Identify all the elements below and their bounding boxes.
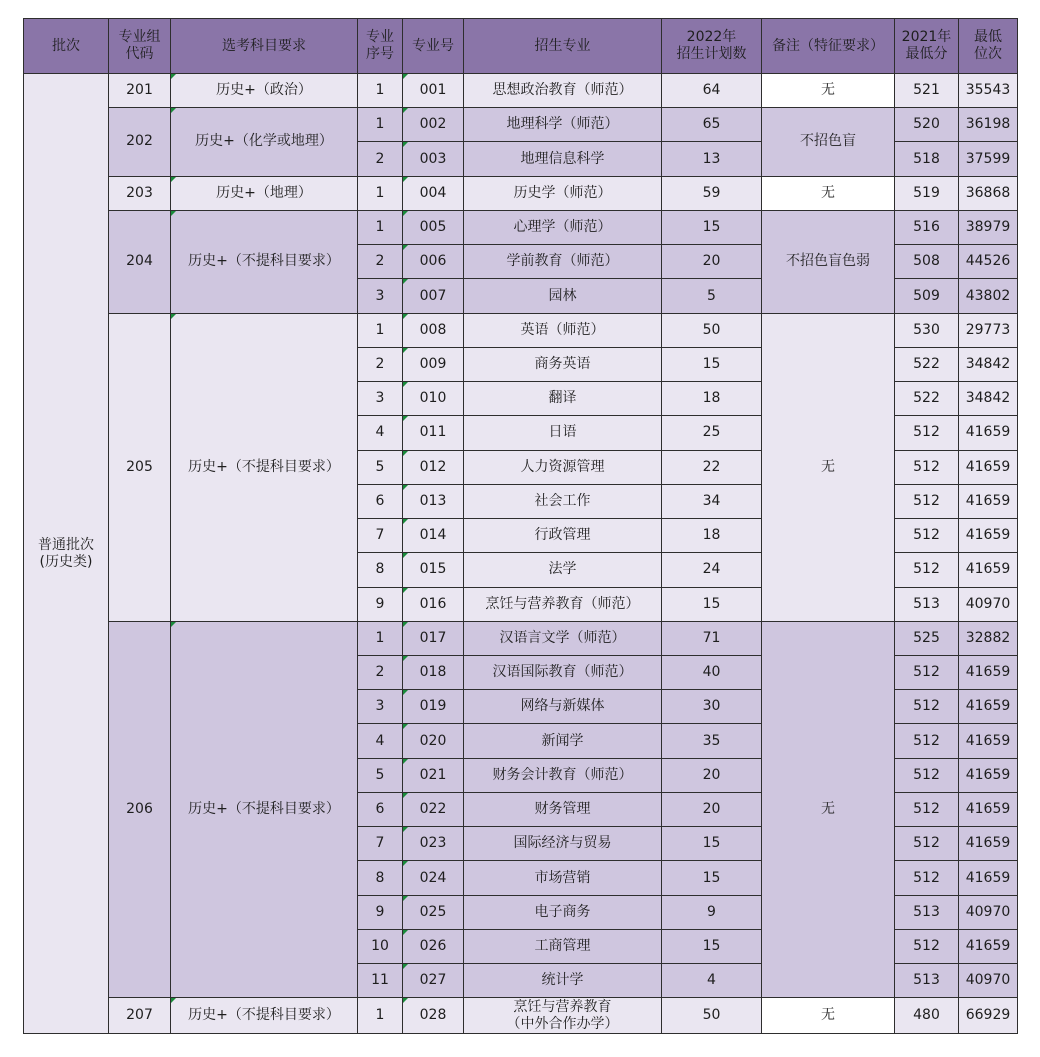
major-sequence-cell: 9 xyxy=(358,587,403,621)
major-name-cell: 财务会计教育（师范） xyxy=(464,758,662,792)
major-number-cell: 022 xyxy=(403,792,464,826)
min-score-cell: 512 xyxy=(895,655,959,689)
major-name-cell: 人力资源管理 xyxy=(464,450,662,484)
header-row xyxy=(24,19,1018,74)
min-rank-cell: 29773 xyxy=(959,313,1018,347)
min-score-cell: 512 xyxy=(895,553,959,587)
subject-requirement-cell: 历史+（不提科目要求） xyxy=(171,621,358,998)
major-sequence-cell: 8 xyxy=(358,861,403,895)
table-row xyxy=(24,108,1018,142)
major-number-cell: 012 xyxy=(403,450,464,484)
min-rank-cell: 44526 xyxy=(959,245,1018,279)
min-rank-cell: 36868 xyxy=(959,176,1018,210)
major-sequence-cell: 1 xyxy=(358,621,403,655)
major-sequence-cell: 1 xyxy=(358,176,403,210)
min-rank-cell: 66929 xyxy=(959,998,1018,1034)
major-number-cell: 008 xyxy=(403,313,464,347)
major-name-cell: 烹饪与营养教育 （中外合作办学） xyxy=(464,998,662,1034)
major-number-cell: 023 xyxy=(403,827,464,861)
enrollment-plan-cell: 40 xyxy=(662,655,762,689)
major-number-cell: 009 xyxy=(403,347,464,381)
enrollment-plan-cell: 15 xyxy=(662,861,762,895)
subject-requirement-cell: 历史+（政治） xyxy=(171,74,358,108)
major-name-cell: 思想政治教育（师范） xyxy=(464,74,662,108)
major-name-cell: 烹饪与营养教育（师范） xyxy=(464,587,662,621)
min-score-cell: 512 xyxy=(895,450,959,484)
major-name-cell: 电子商务 xyxy=(464,895,662,929)
enrollment-plan-cell: 9 xyxy=(662,895,762,929)
min-score-cell: 519 xyxy=(895,176,959,210)
enrollment-plan-cell: 50 xyxy=(662,998,762,1034)
enrollment-plan-cell: 15 xyxy=(662,347,762,381)
min-rank-cell: 41659 xyxy=(959,416,1018,450)
note-cell: 无 xyxy=(762,176,895,210)
min-rank-cell: 41659 xyxy=(959,655,1018,689)
major-sequence-cell: 3 xyxy=(358,690,403,724)
major-name-cell: 汉语言文学（师范） xyxy=(464,621,662,655)
min-rank-cell: 41659 xyxy=(959,553,1018,587)
major-name-cell: 新闻学 xyxy=(464,724,662,758)
min-score-cell: 512 xyxy=(895,484,959,518)
major-sequence-cell: 10 xyxy=(358,929,403,963)
enrollment-plan-cell: 59 xyxy=(662,176,762,210)
major-number-cell: 018 xyxy=(403,655,464,689)
major-name-cell: 统计学 xyxy=(464,964,662,998)
min-rank-cell: 41659 xyxy=(959,792,1018,826)
major-sequence-cell: 3 xyxy=(358,279,403,313)
enrollment-plan-cell: 15 xyxy=(662,929,762,963)
min-score-cell: 525 xyxy=(895,621,959,655)
major-name-cell: 学前教育（师范） xyxy=(464,245,662,279)
major-sequence-cell: 11 xyxy=(358,964,403,998)
enrollment-plan-cell: 13 xyxy=(662,142,762,176)
subject-requirement-cell: 历史+（不提科目要求） xyxy=(171,313,358,621)
major-number-cell: 024 xyxy=(403,861,464,895)
min-score-cell: 522 xyxy=(895,347,959,381)
min-score-cell: 512 xyxy=(895,929,959,963)
enrollment-plan-cell: 50 xyxy=(662,313,762,347)
min-score-cell: 480 xyxy=(895,998,959,1034)
major-sequence-cell: 9 xyxy=(358,895,403,929)
major-number-cell: 011 xyxy=(403,416,464,450)
note-cell: 不招色盲色弱 xyxy=(762,210,895,313)
min-score-cell: 513 xyxy=(895,895,959,929)
table-row xyxy=(24,621,1018,655)
min-score-cell: 509 xyxy=(895,279,959,313)
major-number-cell: 014 xyxy=(403,519,464,553)
min-rank-cell: 40970 xyxy=(959,964,1018,998)
major-name-cell: 网络与新媒体 xyxy=(464,690,662,724)
min-rank-cell: 41659 xyxy=(959,758,1018,792)
table-row xyxy=(24,210,1018,244)
major-number-cell: 015 xyxy=(403,553,464,587)
enrollment-plan-cell: 30 xyxy=(662,690,762,724)
major-sequence-cell: 1 xyxy=(358,108,403,142)
enrollment-plan-cell: 24 xyxy=(662,553,762,587)
major-name-cell: 市场营销 xyxy=(464,861,662,895)
batch-cell: 普通批次 (历史类) xyxy=(24,74,109,1034)
min-score-cell: 513 xyxy=(895,587,959,621)
subject-requirement-cell: 历史+（地理） xyxy=(171,176,358,210)
min-rank-cell: 34842 xyxy=(959,382,1018,416)
min-rank-cell: 40970 xyxy=(959,587,1018,621)
major-number-cell: 027 xyxy=(403,964,464,998)
min-score-cell: 522 xyxy=(895,382,959,416)
major-number-cell: 025 xyxy=(403,895,464,929)
group-code-cell: 202 xyxy=(109,108,171,176)
note-cell: 无 xyxy=(762,313,895,621)
min-rank-cell: 34842 xyxy=(959,347,1018,381)
major-sequence-cell: 8 xyxy=(358,553,403,587)
min-rank-cell: 40970 xyxy=(959,895,1018,929)
major-sequence-cell: 2 xyxy=(358,655,403,689)
group-code-cell: 207 xyxy=(109,998,171,1034)
major-sequence-cell: 5 xyxy=(358,758,403,792)
enrollment-plan-cell: 4 xyxy=(662,964,762,998)
enrollment-plan-cell: 25 xyxy=(662,416,762,450)
major-name-cell: 英语（师范） xyxy=(464,313,662,347)
major-sequence-cell: 1 xyxy=(358,74,403,108)
min-score-cell: 512 xyxy=(895,690,959,724)
header-major-number: 专业号 xyxy=(403,19,464,74)
enrollment-plan-cell: 65 xyxy=(662,108,762,142)
major-name-cell: 心理学（师范） xyxy=(464,210,662,244)
major-name-cell: 汉语国际教育（师范） xyxy=(464,655,662,689)
group-code-cell: 205 xyxy=(109,313,171,621)
major-number-cell: 028 xyxy=(403,998,464,1034)
table-row xyxy=(24,74,1018,108)
major-sequence-cell: 7 xyxy=(358,827,403,861)
min-rank-cell: 32882 xyxy=(959,621,1018,655)
header-min-rank: 最低 位次 xyxy=(959,19,1018,74)
subject-requirement-cell: 历史+（化学或地理） xyxy=(171,108,358,176)
min-score-cell: 508 xyxy=(895,245,959,279)
table-body xyxy=(24,74,1018,1034)
enrollment-plan-cell: 20 xyxy=(662,245,762,279)
min-rank-cell: 41659 xyxy=(959,827,1018,861)
enrollment-plan-cell: 15 xyxy=(662,210,762,244)
major-sequence-cell: 2 xyxy=(358,245,403,279)
enrollment-plan-cell: 20 xyxy=(662,792,762,826)
group-code-cell: 206 xyxy=(109,621,171,998)
major-name-cell: 工商管理 xyxy=(464,929,662,963)
min-rank-cell: 37599 xyxy=(959,142,1018,176)
major-name-cell: 商务英语 xyxy=(464,347,662,381)
major-number-cell: 006 xyxy=(403,245,464,279)
major-number-cell: 013 xyxy=(403,484,464,518)
min-rank-cell: 41659 xyxy=(959,690,1018,724)
min-rank-cell: 41659 xyxy=(959,861,1018,895)
header-min-score: 2021年 最低分 xyxy=(895,19,959,74)
major-number-cell: 010 xyxy=(403,382,464,416)
enrollment-plan-cell: 34 xyxy=(662,484,762,518)
group-code-cell: 203 xyxy=(109,176,171,210)
header-batch: 批次 xyxy=(24,19,109,74)
header-major-sequence: 专业 序号 xyxy=(358,19,403,74)
major-name-cell: 社会工作 xyxy=(464,484,662,518)
header-subject-requirement: 选考科目要求 xyxy=(171,19,358,74)
major-sequence-cell: 7 xyxy=(358,519,403,553)
min-rank-cell: 41659 xyxy=(959,484,1018,518)
header-major-name: 招生专业 xyxy=(464,19,662,74)
major-sequence-cell: 4 xyxy=(358,724,403,758)
enrollment-plan-cell: 15 xyxy=(662,827,762,861)
min-rank-cell: 36198 xyxy=(959,108,1018,142)
major-number-cell: 004 xyxy=(403,176,464,210)
admission-table xyxy=(23,18,1018,1034)
note-cell: 无 xyxy=(762,621,895,998)
major-sequence-cell: 3 xyxy=(358,382,403,416)
group-code-cell: 204 xyxy=(109,210,171,313)
major-number-cell: 016 xyxy=(403,587,464,621)
major-name-cell: 园林 xyxy=(464,279,662,313)
min-score-cell: 512 xyxy=(895,792,959,826)
major-sequence-cell: 6 xyxy=(358,792,403,826)
enrollment-plan-cell: 18 xyxy=(662,382,762,416)
min-score-cell: 516 xyxy=(895,210,959,244)
major-name-cell: 财务管理 xyxy=(464,792,662,826)
header-note: 备注（特征要求） xyxy=(762,19,895,74)
min-score-cell: 512 xyxy=(895,758,959,792)
major-sequence-cell: 5 xyxy=(358,450,403,484)
enrollment-plan-cell: 18 xyxy=(662,519,762,553)
major-sequence-cell: 2 xyxy=(358,142,403,176)
min-rank-cell: 38979 xyxy=(959,210,1018,244)
enrollment-plan-cell: 35 xyxy=(662,724,762,758)
major-number-cell: 020 xyxy=(403,724,464,758)
note-cell: 不招色盲 xyxy=(762,108,895,176)
min-rank-cell: 43802 xyxy=(959,279,1018,313)
major-number-cell: 003 xyxy=(403,142,464,176)
major-number-cell: 001 xyxy=(403,74,464,108)
major-sequence-cell: 4 xyxy=(358,416,403,450)
note-cell: 无 xyxy=(762,998,895,1034)
subject-requirement-cell: 历史+（不提科目要求） xyxy=(171,210,358,313)
enrollment-plan-cell: 15 xyxy=(662,587,762,621)
min-score-cell: 512 xyxy=(895,416,959,450)
major-name-cell: 地理科学（师范） xyxy=(464,108,662,142)
major-name-cell: 地理信息科学 xyxy=(464,142,662,176)
min-score-cell: 513 xyxy=(895,964,959,998)
enrollment-plan-cell: 20 xyxy=(662,758,762,792)
major-name-cell: 翻译 xyxy=(464,382,662,416)
enrollment-plan-cell: 64 xyxy=(662,74,762,108)
major-name-cell: 法学 xyxy=(464,553,662,587)
note-cell: 无 xyxy=(762,74,895,108)
header-enrollment-plan: 2022年 招生计划数 xyxy=(662,19,762,74)
min-rank-cell: 35543 xyxy=(959,74,1018,108)
enrollment-plan-cell: 5 xyxy=(662,279,762,313)
major-number-cell: 017 xyxy=(403,621,464,655)
major-sequence-cell: 1 xyxy=(358,313,403,347)
table-row xyxy=(24,176,1018,210)
major-sequence-cell: 2 xyxy=(358,347,403,381)
major-name-cell: 历史学（师范） xyxy=(464,176,662,210)
major-number-cell: 019 xyxy=(403,690,464,724)
major-sequence-cell: 1 xyxy=(358,210,403,244)
table-row xyxy=(24,313,1018,347)
major-number-cell: 026 xyxy=(403,929,464,963)
min-score-cell: 512 xyxy=(895,827,959,861)
major-name-cell: 国际经济与贸易 xyxy=(464,827,662,861)
min-score-cell: 512 xyxy=(895,519,959,553)
group-code-cell: 201 xyxy=(109,74,171,108)
major-number-cell: 007 xyxy=(403,279,464,313)
subject-requirement-cell: 历史+（不提科目要求） xyxy=(171,998,358,1034)
min-score-cell: 512 xyxy=(895,861,959,895)
min-score-cell: 518 xyxy=(895,142,959,176)
major-sequence-cell: 6 xyxy=(358,484,403,518)
major-name-cell: 日语 xyxy=(464,416,662,450)
min-score-cell: 512 xyxy=(895,724,959,758)
major-number-cell: 002 xyxy=(403,108,464,142)
min-rank-cell: 41659 xyxy=(959,724,1018,758)
min-score-cell: 530 xyxy=(895,313,959,347)
enrollment-plan-cell: 22 xyxy=(662,450,762,484)
enrollment-plan-cell: 71 xyxy=(662,621,762,655)
header-group-code: 专业组 代码 xyxy=(109,19,171,74)
min-score-cell: 520 xyxy=(895,108,959,142)
major-number-cell: 005 xyxy=(403,210,464,244)
major-number-cell: 021 xyxy=(403,758,464,792)
min-score-cell: 521 xyxy=(895,74,959,108)
major-name-cell: 行政管理 xyxy=(464,519,662,553)
table-row xyxy=(24,998,1018,1034)
min-rank-cell: 41659 xyxy=(959,929,1018,963)
major-sequence-cell: 1 xyxy=(358,998,403,1034)
min-rank-cell: 41659 xyxy=(959,450,1018,484)
min-rank-cell: 41659 xyxy=(959,519,1018,553)
